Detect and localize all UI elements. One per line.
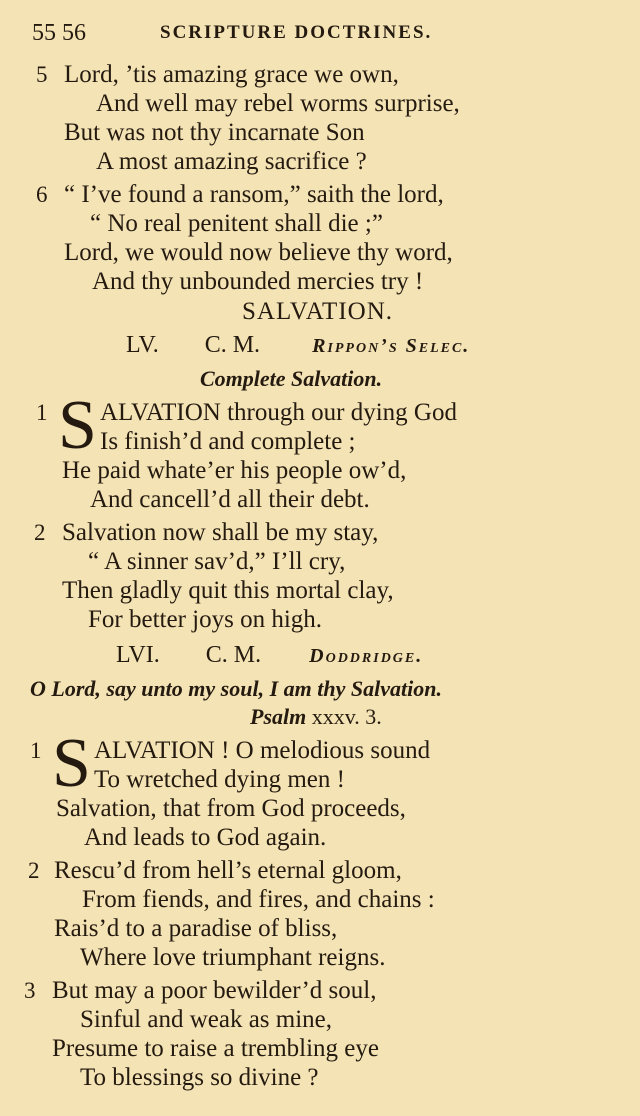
reference-number: xxxv. 3. <box>311 704 382 729</box>
verse-line: But was not thy incarnate Son <box>64 119 365 146</box>
hymn-number: LV. <box>126 332 159 358</box>
verse-line: Sinful and weak as mine, <box>80 1006 333 1033</box>
verse-line: Lord, ’tis amazing grace we own, <box>64 61 399 88</box>
hymn-heading <box>116 642 423 669</box>
verse-line: To blessings so divine ? <box>80 1064 319 1091</box>
hymn-heading <box>126 332 470 359</box>
verse-line: “ A sinner sav’d,” I’ll cry, <box>88 548 346 575</box>
verse-line: Salvation now shall be my stay, <box>62 519 379 546</box>
running-title: SCRIPTURE DOCTRINES. <box>160 22 433 43</box>
drop-cap: S <box>58 387 97 464</box>
section-title: SALVATION. <box>242 298 394 325</box>
verse-line: ALVATION ! O melodious sound <box>94 737 431 764</box>
hymn-meter: C. M. <box>205 642 262 668</box>
stanza-number: 2 <box>28 858 40 883</box>
hymn-author: Doddridge. <box>309 645 424 667</box>
verse-line: Salvation, that from God proceeds, <box>56 795 406 822</box>
verse-line: ALVATION through our dying God <box>100 399 457 426</box>
verse-line: And thy unbounded mercies try ! <box>92 268 424 295</box>
hymn-number: LVI. <box>116 642 160 668</box>
hymn-author: Rippon’s Selec. <box>312 335 471 357</box>
stanza-number: 1 <box>30 738 42 763</box>
verse-line: For better joys on high. <box>88 606 323 633</box>
scripture-reference <box>250 704 382 730</box>
hymn-subtitle: Complete Salvation. <box>200 366 383 391</box>
stanza-number: 3 <box>24 978 36 1003</box>
verse-line: And cancell’d all their debt. <box>90 486 370 513</box>
verse-line: To wretched dying men ! <box>94 766 345 793</box>
reference-book: Psalm <box>250 704 307 729</box>
stanza-number: 1 <box>36 400 48 425</box>
verse-line: Then gladly quit this mortal clay, <box>62 577 394 604</box>
drop-cap: S <box>52 725 91 802</box>
hymn-meter: C. M. <box>204 332 261 358</box>
verse-line: “ I’ve found a ransom,” saith the lord, <box>64 181 444 208</box>
verse-line: Is finish’d and complete ; <box>100 428 356 455</box>
stanza-number: 5 <box>36 62 48 87</box>
verse-line: And well may rebel worms surprise, <box>96 90 460 117</box>
verse-line: Where love triumphant reigns. <box>80 944 386 971</box>
page-numbers: 55 56 <box>32 20 86 46</box>
verse-line: Rais’d to a paradise of bliss, <box>54 915 338 942</box>
hymn-subtitle: O Lord, say unto my soul, I am thy Salvation. <box>30 676 442 701</box>
verse-line: Rescu’d from hell’s eternal gloom, <box>54 857 402 884</box>
verse-line: He paid whate’er his people ow’d, <box>62 457 407 484</box>
verse-line: “ No real penitent shall die ;” <box>90 210 383 237</box>
verse-line: And leads to God again. <box>84 824 327 851</box>
stanza-number: 6 <box>36 182 48 207</box>
verse-line: Lord, we would now believe thy word, <box>64 239 453 266</box>
verse-line: Presume to raise a trembling eye <box>52 1035 379 1062</box>
verse-line: A most amazing sacrifice ? <box>96 148 367 175</box>
stanza-number: 2 <box>34 520 46 545</box>
verse-line: From fiends, and fires, and chains : <box>82 886 435 913</box>
verse-line: But may a poor bewilder’d soul, <box>52 977 377 1004</box>
